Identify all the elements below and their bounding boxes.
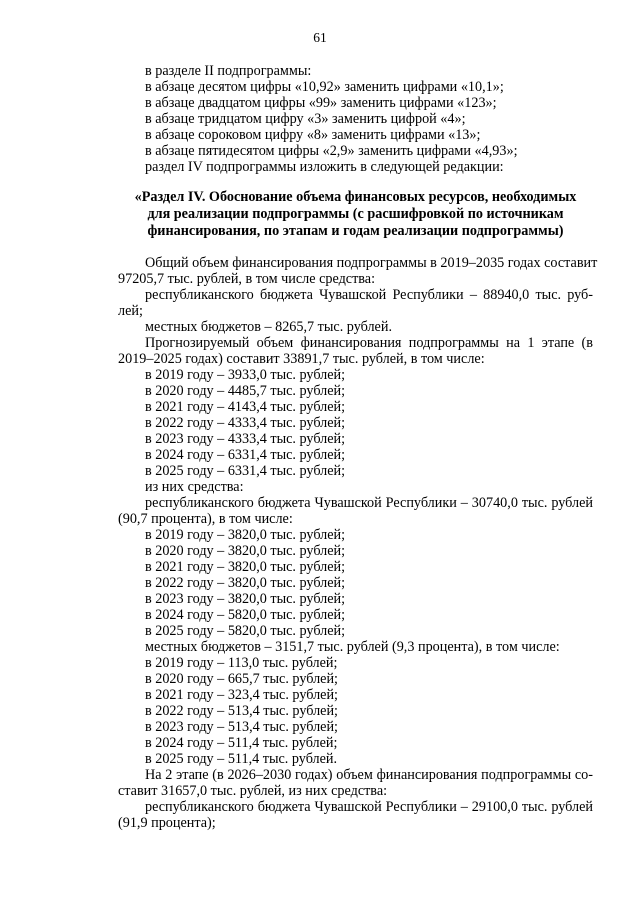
stage1-republic-year-row: в 2019 году – 3820,0 тыс. рублей; bbox=[145, 527, 346, 543]
total-republic-line-2: лей; bbox=[118, 303, 143, 319]
stage2-line-2: ставит 31657,0 тыс. рублей, из них средства: bbox=[118, 783, 388, 799]
section-heading-line: финансирования, по этапам и годам реализации подпрограммы) bbox=[147, 223, 564, 239]
amendment-line: в абзаце пятидесятом цифры «2,9» заменить цифрами «4,93»; bbox=[145, 143, 518, 159]
total-line-2: 97205,7 тыс. рублей, в том числе средства: bbox=[118, 271, 376, 287]
stage1-republic-line-2: (90,7 процента), в том числе: bbox=[118, 511, 293, 527]
stage1-local-year-row: в 2025 году – 511,4 тыс. рублей. bbox=[145, 751, 338, 767]
amendment-line: в абзаце двадцатом цифры «99» заменить цифрами «123»; bbox=[145, 95, 497, 111]
stage1-republic-line-1: республиканского бюджета Чувашской Республики – 30740,0 тыс. рублей bbox=[145, 495, 593, 511]
page-number: 61 bbox=[313, 30, 327, 45]
amendment-line: в абзаце тридцатом цифру «3» заменить цифрой «4»; bbox=[145, 111, 466, 127]
stage1-local-year-row: в 2020 году – 665,7 тыс. рублей; bbox=[145, 671, 338, 687]
stage1-local-year-row: в 2019 году – 113,0 тыс. рублей; bbox=[145, 655, 338, 671]
total-line-1: Общий объем финансирования подпрограммы в 2019–2035 годах составит bbox=[145, 255, 598, 271]
stage1-local-year-row: в 2024 году – 511,4 тыс. рублей; bbox=[145, 735, 338, 751]
stage1-line-1: Прогнозируемый объем финансирования подпрограммы на 1 этапе (в bbox=[145, 335, 593, 351]
stage1-year-row: в 2024 году – 6331,4 тыс. рублей; bbox=[145, 447, 346, 463]
section-heading-line: «Раздел IV. Обоснование объема финансовых ресурсов, необходимых bbox=[134, 189, 577, 205]
stage1-republic-year-row: в 2022 году – 3820,0 тыс. рублей; bbox=[145, 575, 346, 591]
stage1-of-them: из них средства: bbox=[145, 479, 244, 495]
stage1-local-year-row: в 2021 году – 323,4 тыс. рублей; bbox=[145, 687, 338, 703]
stage1-republic-year-row: в 2025 году – 5820,0 тыс. рублей; bbox=[145, 623, 346, 639]
stage1-year-row: в 2022 году – 4333,4 тыс. рублей; bbox=[145, 415, 346, 431]
stage1-republic-year-row: в 2021 году – 3820,0 тыс. рублей; bbox=[145, 559, 346, 575]
amendment-line: раздел IV подпрограммы изложить в следующей редакции: bbox=[145, 159, 504, 175]
stage1-local-year-row: в 2023 году – 513,4 тыс. рублей; bbox=[145, 719, 338, 735]
section-heading-line: для реализации подпрограммы (с расшифровкой по источникам bbox=[147, 206, 564, 222]
stage2-line-1: На 2 этапе (в 2026–2030 годах) объем финансирования подпрограммы со- bbox=[145, 767, 593, 783]
stage1-year-row: в 2023 году – 4333,4 тыс. рублей; bbox=[145, 431, 346, 447]
stage1-year-row: в 2025 году – 6331,4 тыс. рублей; bbox=[145, 463, 346, 479]
amendment-line: в абзаце десятом цифры «10,92» заменить цифрами «10,1»; bbox=[145, 79, 504, 95]
amendment-line: в абзаце сороковом цифру «8» заменить цифрами «13»; bbox=[145, 127, 481, 143]
stage1-year-row: в 2020 году – 4485,7 тыс. рублей; bbox=[145, 383, 346, 399]
stage1-local-year-row: в 2022 году – 513,4 тыс. рублей; bbox=[145, 703, 338, 719]
stage1-year-row: в 2021 году – 4143,4 тыс. рублей; bbox=[145, 399, 346, 415]
stage1-line-2: 2019–2025 годах) составит 33891,7 тыс. рублей, в том числе: bbox=[118, 351, 485, 367]
total-local: местных бюджетов – 8265,7 тыс. рублей. bbox=[145, 319, 392, 335]
amendment-line: в разделе II подпрограммы: bbox=[145, 63, 312, 79]
stage1-republic-year-row: в 2024 году – 5820,0 тыс. рублей; bbox=[145, 607, 346, 623]
stage1-republic-year-row: в 2023 году – 3820,0 тыс. рублей; bbox=[145, 591, 346, 607]
stage1-republic-year-row: в 2020 году – 3820,0 тыс. рублей; bbox=[145, 543, 346, 559]
total-republic-line-1: республиканского бюджета Чувашской Республики – 88940,0 тыс. руб- bbox=[145, 287, 593, 303]
stage1-year-row: в 2019 году – 3933,0 тыс. рублей; bbox=[145, 367, 346, 383]
stage2-republic-line-1: республиканского бюджета Чувашской Республики – 29100,0 тыс. рублей bbox=[145, 799, 593, 815]
stage2-republic-line-2: (91,9 процента); bbox=[118, 815, 216, 831]
stage1-local: местных бюджетов – 3151,7 тыс. рублей (9,3 процента), в том числе: bbox=[145, 639, 560, 655]
